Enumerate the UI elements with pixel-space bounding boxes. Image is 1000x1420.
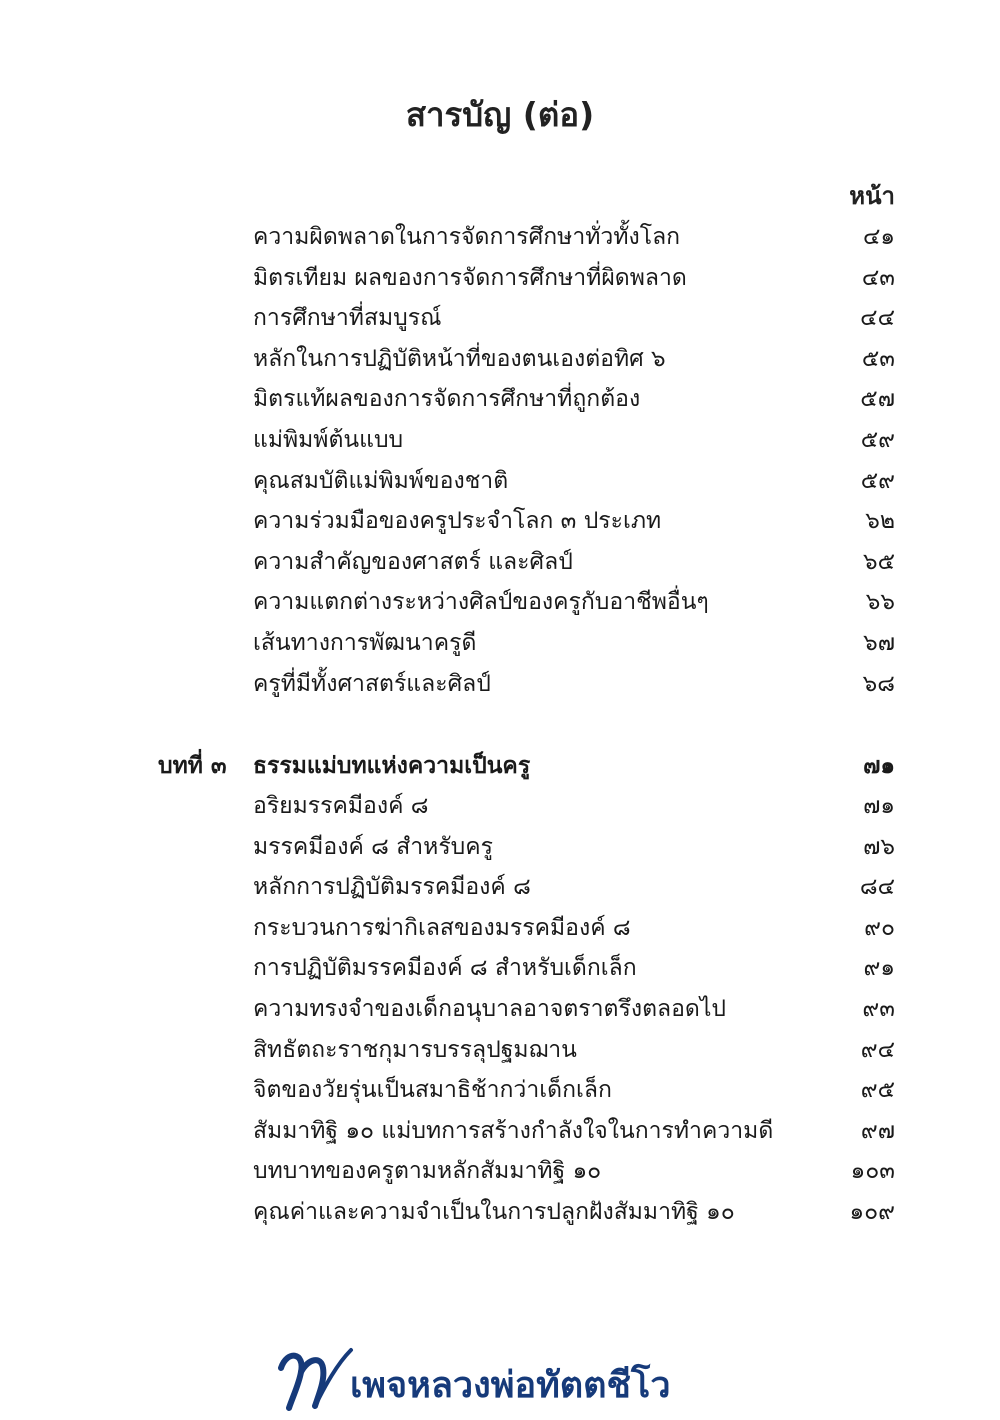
- toc-entry-page: ๙๕: [860, 1077, 895, 1104]
- toc-entry-page: ๙๗: [860, 1117, 895, 1144]
- toc-entry-title: แม่พิมพ์ต้นแบบ: [253, 426, 404, 453]
- toc-entry-page: ๖๗: [863, 629, 895, 656]
- toc-entry: [0, 664, 1000, 705]
- toc-section-a: [0, 217, 1000, 704]
- toc-entry-title: สิทธัตถะราชกุมารบรรลุปฐมฌาน: [253, 1036, 577, 1063]
- toc-entry-title: เส้นทางการพัฒนาครูดี: [253, 629, 477, 656]
- toc-entry-title: กระบวนการฆ่ากิเลสของมรรคมีองค์ ๘: [253, 914, 631, 941]
- toc-entry-title: มรรคมีองค์ ๘ สำหรับครู: [253, 833, 494, 860]
- toc-entry-page: ๔๔: [860, 305, 895, 332]
- toc-entry-title: ความร่วมมือของครูประจำโลก ๓ ประเภท: [253, 508, 662, 535]
- toc-entry-title: การศึกษาที่สมบูรณ์: [253, 305, 442, 332]
- toc-entry-title: ความสำคัญของศาสตร์ และศิลป์: [253, 548, 573, 575]
- toc-entry: [0, 867, 1000, 908]
- toc-entry: [0, 1151, 1000, 1192]
- toc-entry-title: บทบาทของครูตามหลักสัมมาทิฐิ ๑๐: [253, 1158, 602, 1185]
- toc-entry-page: ๖๖: [865, 589, 895, 616]
- toc-entry-page: ๕๙: [860, 426, 895, 453]
- toc-entry-title: มิตรแท้ผลของการจัดการศึกษาที่ถูกต้อง: [253, 386, 641, 413]
- toc-entry-page: ๖๕: [862, 548, 895, 575]
- toc-entry: [0, 298, 1000, 339]
- toc-entry: [0, 1111, 1000, 1152]
- brand-text: เพจหลวงพ่อทัตตชีโว: [350, 1365, 671, 1406]
- toc-entry: [0, 379, 1000, 420]
- toc-entry: [0, 339, 1000, 380]
- toc-entry-page: ๗๑: [863, 793, 895, 819]
- toc-entry: [0, 258, 1000, 299]
- toc-entry: [0, 1192, 1000, 1233]
- toc-entry: [0, 501, 1000, 542]
- toc-entry-page: ๑๐๓: [850, 1158, 895, 1185]
- page-title: สารบัญ (ต่อ): [405, 95, 595, 134]
- toc-entry-page: ๑๐๙: [849, 1198, 895, 1225]
- toc-entry-page: ๙๐: [864, 914, 895, 941]
- toc-entry-title: คุณค่าและความจำเป็นในการปลูกฝังสัมมาทิฐิ ๑๐: [253, 1198, 735, 1225]
- toc-entry-page: ๔๑: [862, 224, 895, 250]
- chapter-heading: [0, 745, 1000, 787]
- toc-entry-page: ๙๓: [862, 995, 895, 1022]
- toc-entry-title: มิตรเทียม ผลของการจัดการศึกษาที่ผิดพลาด: [253, 264, 687, 291]
- toc-entry-title: จิตของวัยรุ่นเป็นสมาธิช้ากว่าเด็กเล็ก: [253, 1077, 612, 1104]
- chapter-label: บทที่ ๓: [158, 753, 227, 779]
- toc-entry-page: ๖๘: [862, 670, 895, 697]
- toc-entry: [0, 582, 1000, 623]
- toc-entry-page: ๕๓: [861, 345, 895, 372]
- toc-entry-title: อริยมรรคมีองค์ ๘: [253, 793, 429, 819]
- toc-entry-page: ๘๔: [859, 874, 895, 901]
- chapter-title: ธรรมแม่บทแห่งความเป็นครู: [253, 753, 531, 779]
- toc-entry: [0, 623, 1000, 664]
- chapter-page: ๗๑: [863, 753, 895, 779]
- toc-entry-title: การปฏิบัติมรรคมีองค์ ๘ สำหรับเด็กเล็ก: [253, 955, 637, 982]
- toc-entry: [0, 461, 1000, 502]
- toc-section-b: [0, 786, 1000, 1233]
- toc-entry-page: ๕๙: [860, 467, 895, 494]
- toc-entry-title: สัมมาทิฐิ ๑๐ แม่บทการสร้างกำลังใจในการทำความดี: [253, 1117, 774, 1144]
- toc-entry-page: ๕๗: [860, 386, 895, 413]
- calligraphic-logo-icon: [275, 1338, 355, 1418]
- toc-entry: [0, 542, 1000, 583]
- toc-entry: [0, 1030, 1000, 1071]
- toc-entry-title: ความแตกต่างระหว่างศิลป์ของครูกับอาชีพอื่นๆ: [253, 589, 709, 616]
- toc-entry-page: ๙๔: [860, 1036, 895, 1063]
- toc-entry-title: ความผิดพลาดในการจัดการศึกษาทั่วทั้งโลก: [253, 224, 681, 250]
- toc-entry-title: ครูที่มีทั้งศาสตร์และศิลป์: [253, 670, 491, 697]
- toc-entry-page: ๖๒: [865, 508, 895, 535]
- toc-entry: [0, 1070, 1000, 1111]
- toc-entry: [0, 989, 1000, 1030]
- toc-entry: [0, 827, 1000, 868]
- toc-entry: [0, 420, 1000, 461]
- toc-entry: [0, 908, 1000, 949]
- footer-brand: [275, 1338, 735, 1418]
- toc-entry: [0, 217, 1000, 258]
- toc-entry: [0, 786, 1000, 827]
- toc-entry-title: คุณสมบัติแม่พิมพ์ของชาติ: [253, 467, 509, 494]
- toc-entry-page: ๔๓: [861, 264, 895, 291]
- toc-entry-title: หลักการปฏิบัติมรรคมีองค์ ๘: [253, 874, 531, 901]
- toc-entry-page: ๗๖: [863, 833, 895, 860]
- toc-entry-title: ความทรงจำของเด็กอนุบาลอาจตราตรึงตลอดไป: [253, 995, 727, 1022]
- toc-entry-title: หลักในการปฏิบัติหน้าที่ของตนเองต่อทิศ ๖: [253, 345, 666, 372]
- page-column-header: หน้า: [849, 182, 895, 210]
- toc-entry: [0, 948, 1000, 989]
- toc-entry-page: ๙๑: [863, 955, 895, 982]
